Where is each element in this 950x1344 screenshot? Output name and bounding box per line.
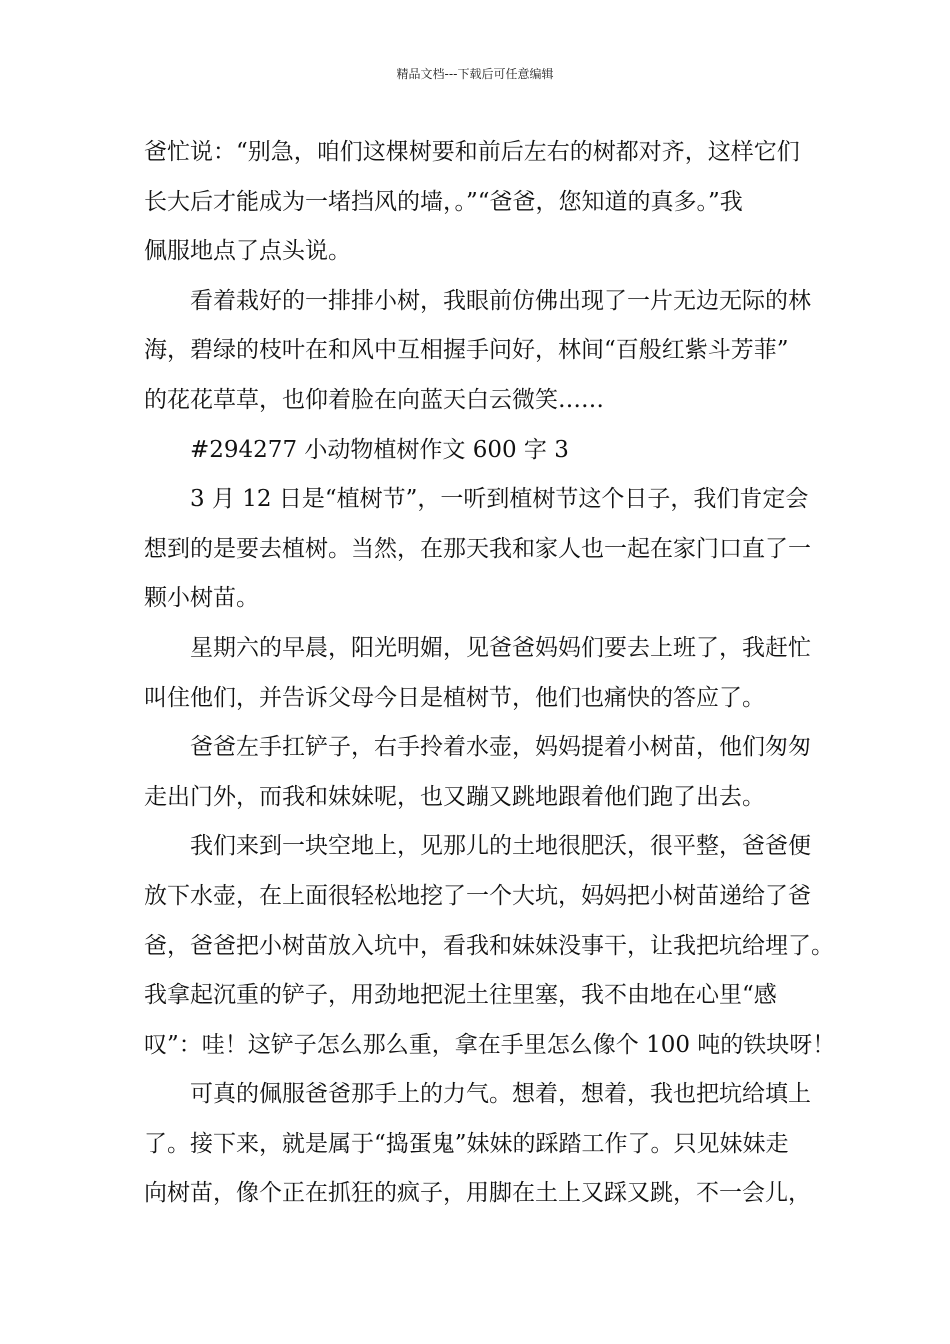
text-line: 星期六的早晨，阳光明媚，见爸爸妈妈们要去上班了，我赶忙	[190, 634, 811, 661]
text-line: 向树苗，像个正在抓狂的疯子，用脚在土上又踩又跳，不一会儿，	[144, 1180, 811, 1207]
text-line: 我拿起沉重的铲子，用劲地把泥土往里塞，我不由地在心里“感	[144, 982, 777, 1009]
text-line: 佩服地点了点头说。	[144, 238, 351, 265]
text-line: 我们来到一块空地上，见那儿的土地很肥沃，很平整，爸爸便	[190, 833, 811, 860]
text-line: 的花花草草，也仰着脸在向蓝天白云微笑……	[144, 386, 604, 413]
text-line: 看着栽好的一排排小树，我眼前仿佛出现了一片无边无际的林	[190, 287, 811, 314]
text-line: 爸，爸爸把小树苗放入坑中，看我和妹妹没事干，让我把坑给埋了。	[144, 932, 834, 959]
text-line: 放下水壶，在上面很轻松地挖了一个大坑，妈妈把小树苗递给了爸	[144, 882, 811, 909]
page-header: 精品文档---下载后可任意编辑	[396, 67, 554, 81]
section-heading: #294277 小动物植树作文 600 字 3	[190, 436, 569, 463]
text-line: 叫住他们，并告诉父母今日是植树节，他们也痛快的答应了。	[144, 684, 765, 711]
document-body	[144, 128, 836, 1219]
text-line: 了。接下来，就是属于“捣蛋鬼”妹妹的踩踏工作了。只见妹妹走	[144, 1130, 789, 1157]
text-line: 长大后才能成为一堵挡风的墙，。”“爸爸，您知道的真多。”我	[144, 188, 743, 215]
text-line: 爸爸左手扛铲子，右手拎着水壶，妈妈提着小树苗，他们匆匆	[190, 734, 811, 761]
text-line: 叹”：哇！这铲子怎么那么重，拿在手里怎么像个 100 吨的铁块呀！	[144, 1031, 836, 1058]
text-line: 可真的佩服爸爸那手上的力气。想着，想着，我也把坑给填上	[190, 1081, 811, 1108]
text-line: 爸忙说：“别急，咱们这棵树要和前后左右的树都对齐，这样它们	[144, 139, 800, 165]
text-line: 走出门外，而我和妹妹呢，也又蹦又跳地跟着他们跑了出去。	[144, 783, 765, 810]
text-line: 3 月 12 日是“植树节”，一听到植树节这个日子，我们肯定会	[190, 486, 809, 513]
text-line: 想到的是要去植树。当然，在那天我和家人也一起在家门口直了一	[144, 535, 811, 562]
text-line: 颗小树苗。	[144, 585, 259, 612]
text-line: 海，碧绿的枝叶在和风中互相握手问好，林间“百般红紫斗芳菲”	[144, 337, 789, 364]
